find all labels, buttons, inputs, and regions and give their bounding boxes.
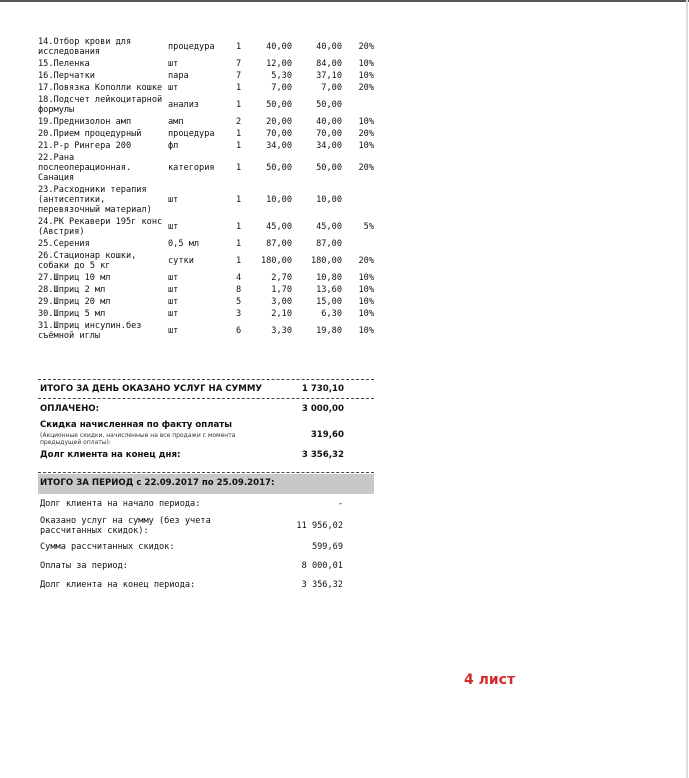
cell-pct: 10% — [358, 326, 374, 336]
cell-unit: анализ — [168, 100, 200, 110]
cell-name: 22.Рана послеоперационная. Санация — [38, 153, 132, 183]
cell-qty: 3 — [236, 309, 242, 319]
period-header — [38, 474, 374, 494]
table-row — [38, 308, 374, 320]
cell-pct: 10% — [358, 297, 374, 307]
cell-price: 50,00 — [266, 100, 292, 110]
cell-unit: шт — [168, 326, 179, 336]
cell-qty: 1 — [236, 141, 242, 151]
cell-sum: 70,00 — [316, 129, 342, 139]
table-row — [38, 320, 374, 342]
day-total-divider — [38, 379, 374, 380]
cell-pct: 20% — [358, 256, 374, 266]
period-row-label: Сумма рассчитанных скидок: — [40, 542, 175, 552]
sheet-number: 4 лист — [464, 672, 516, 688]
cell-sum: 34,00 — [316, 141, 342, 151]
paid-divider — [38, 398, 374, 399]
table-row — [38, 238, 374, 250]
cell-name: 28.Шприц 2 мл — [38, 285, 106, 295]
cell-name: 30.Шприц 5 мл — [38, 309, 106, 319]
period-row-label: Долг клиента на конец периода: — [40, 580, 196, 590]
cell-pct — [342, 238, 374, 250]
table-row — [38, 284, 374, 296]
cell-qty: 6 — [236, 326, 242, 336]
cell-unit: 0,5 мл — [168, 239, 200, 249]
cell-sum: 6,30 — [321, 309, 342, 319]
table-row — [38, 116, 374, 128]
cell-price: 20,00 — [266, 117, 292, 127]
discount-value: 319,60 — [310, 430, 344, 440]
cell-pct: 10% — [358, 309, 374, 319]
cell-sum: 10,00 — [316, 195, 342, 205]
cell-sum: 7,00 — [321, 83, 342, 93]
period-title: ИТОГО ЗА ПЕРИОД с 22.09.2017 по 25.09.2017: — [40, 478, 275, 488]
discount-note: (Акционные скидки, начисленные на все продажи с момента предыдущей оплаты): — [40, 432, 236, 446]
day-total-label: ИТОГО ЗА ДЕНЬ ОКАЗАНО УСЛУГ НА СУММУ — [40, 384, 263, 394]
cell-sum: 84,00 — [316, 59, 342, 69]
cell-sum: 180,00 — [310, 256, 342, 266]
period-row-label: Оказано услуг на сумму (без учета рассчитанных скидок): — [40, 516, 211, 536]
cell-pct: 20% — [358, 163, 374, 173]
cell-unit: фл — [168, 141, 179, 151]
period-row-value: 599,69 — [311, 542, 343, 552]
cell-price: 2,10 — [271, 309, 292, 319]
cell-sum: 13,60 — [316, 285, 342, 295]
table-row — [38, 128, 374, 140]
period-row-value: 3 356,32 — [301, 580, 343, 590]
cell-name: 18.Подсчет лейкоцитарной формулы — [38, 95, 163, 115]
cell-qty: 2 — [236, 117, 242, 127]
cell-qty: 7 — [236, 71, 242, 81]
cell-name: 21.Р-р Рингера 200 — [38, 141, 132, 151]
cell-unit: шт — [168, 297, 179, 307]
cell-pct: 20% — [358, 83, 374, 93]
cell-sum: 45,00 — [316, 222, 342, 232]
cell-name: 25.Серения — [38, 239, 90, 249]
cell-price: 3,30 — [271, 326, 292, 336]
cell-qty: 1 — [236, 42, 242, 52]
table-row — [38, 70, 374, 82]
cell-pct — [342, 184, 374, 216]
cell-name: 17.Повязка Кополли кошке — [38, 83, 163, 93]
period-row-value: 11 956,02 — [296, 521, 343, 531]
cell-qty: 1 — [236, 239, 242, 249]
cell-name: 31.Шприц инсулин.без съёмной иглы — [38, 321, 142, 341]
cell-qty: 5 — [236, 297, 242, 307]
items-table — [38, 36, 374, 342]
cell-price: 2,70 — [271, 273, 292, 283]
top-border — [0, 0, 689, 2]
cell-name: 27.Шприц 10 мл — [38, 273, 111, 283]
cell-price: 40,00 — [266, 42, 292, 52]
right-border — [686, 0, 688, 778]
cell-qty: 1 — [236, 195, 242, 205]
cell-price: 180,00 — [260, 256, 292, 266]
cell-qty: 1 — [236, 129, 242, 139]
cell-qty: 1 — [236, 163, 242, 173]
cell-qty: 1 — [236, 222, 242, 232]
cell-price: 3,00 — [271, 297, 292, 307]
cell-name: 16.Перчатки — [38, 71, 95, 81]
cell-price: 34,00 — [266, 141, 292, 151]
discount-label: Скидка начисленная по факту оплаты — [40, 420, 233, 430]
day-debt-value: 3 356,32 — [301, 450, 344, 460]
cell-name: 15.Пеленка — [38, 59, 90, 69]
cell-pct — [342, 94, 374, 116]
table-row — [38, 216, 374, 238]
period-divider — [38, 472, 374, 473]
cell-unit: пара — [168, 71, 189, 81]
table-row — [38, 82, 374, 94]
cell-pct: 10% — [358, 285, 374, 295]
paid-value: 3 000,00 — [301, 404, 344, 414]
period-row-value: 8 000,01 — [301, 561, 343, 571]
cell-name: 23.Расходники терапия (антисептики, перевязочный материал) — [38, 185, 152, 215]
cell-sum: 10,80 — [316, 273, 342, 283]
cell-pct: 20% — [358, 129, 374, 139]
cell-pct: 10% — [358, 117, 374, 127]
cell-price: 7,00 — [271, 83, 292, 93]
cell-price: 10,00 — [266, 195, 292, 205]
cell-sum: 50,00 — [316, 100, 342, 110]
cell-name: 19.Преднизолон амп — [38, 117, 132, 127]
cell-sum: 40,00 — [316, 42, 342, 52]
cell-sum: 15,00 — [316, 297, 342, 307]
cell-name: 14.Отбор крови для исследования — [38, 37, 132, 57]
cell-pct: 5% — [363, 222, 374, 232]
table-row — [38, 94, 374, 116]
table-row — [38, 140, 374, 152]
cell-unit: шт — [168, 309, 179, 319]
cell-unit: процедура — [168, 42, 215, 52]
table-row — [38, 250, 374, 272]
table-row — [38, 36, 374, 58]
cell-price: 12,00 — [266, 59, 292, 69]
cell-sum: 37,10 — [316, 71, 342, 81]
cell-sum: 19,80 — [316, 326, 342, 336]
cell-qty: 1 — [236, 83, 242, 93]
cell-qty: 1 — [236, 100, 242, 110]
cell-name: 24.РК Рекавери 195г конс (Австрия) — [38, 217, 163, 237]
cell-qty: 7 — [236, 59, 242, 69]
period-row-label: Оплаты за период: — [40, 561, 128, 571]
cell-pct: 20% — [358, 42, 374, 52]
cell-pct: 10% — [358, 59, 374, 69]
cell-unit: шт — [168, 83, 179, 93]
cell-unit: амп — [168, 117, 184, 127]
table-row — [38, 296, 374, 308]
cell-unit: процедура — [168, 129, 215, 139]
paid-label: ОПЛАЧЕНО: — [40, 404, 100, 414]
cell-price: 50,00 — [266, 163, 292, 173]
cell-name: 20.Прием процедурный — [38, 129, 142, 139]
day-debt-label: Долг клиента на конец дня: — [40, 450, 181, 460]
cell-price: 1,70 — [271, 285, 292, 295]
cell-unit: шт — [168, 285, 179, 295]
cell-price: 5,30 — [271, 71, 292, 81]
cell-unit: категория — [168, 163, 215, 173]
period-row-value: - — [337, 499, 343, 509]
cell-sum: 50,00 — [316, 163, 342, 173]
cell-unit: шт — [168, 222, 179, 232]
cell-pct: 10% — [358, 141, 374, 151]
table-row — [38, 272, 374, 284]
cell-price: 45,00 — [266, 222, 292, 232]
cell-qty: 1 — [236, 256, 242, 266]
table-row — [38, 58, 374, 70]
cell-qty: 4 — [236, 273, 242, 283]
cell-unit: сутки — [168, 256, 194, 266]
cell-price: 87,00 — [266, 239, 292, 249]
cell-price: 70,00 — [266, 129, 292, 139]
cell-unit: шт — [168, 195, 179, 205]
cell-name: 26.Стационар кошки, собаки до 5 кг — [38, 251, 137, 271]
cell-unit: шт — [168, 59, 179, 69]
cell-unit: шт — [168, 273, 179, 283]
table-row — [38, 152, 374, 184]
cell-pct: 10% — [358, 71, 374, 81]
cell-sum: 87,00 — [316, 239, 342, 249]
table-row — [38, 184, 374, 216]
period-row-label: Долг клиента на начало периода: — [40, 499, 201, 509]
day-total-value: 1 730,10 — [301, 384, 344, 394]
cell-name: 29.Шприц 20 мл — [38, 297, 111, 307]
cell-qty: 8 — [236, 285, 242, 295]
cell-pct: 10% — [358, 273, 374, 283]
cell-sum: 40,00 — [316, 117, 342, 127]
